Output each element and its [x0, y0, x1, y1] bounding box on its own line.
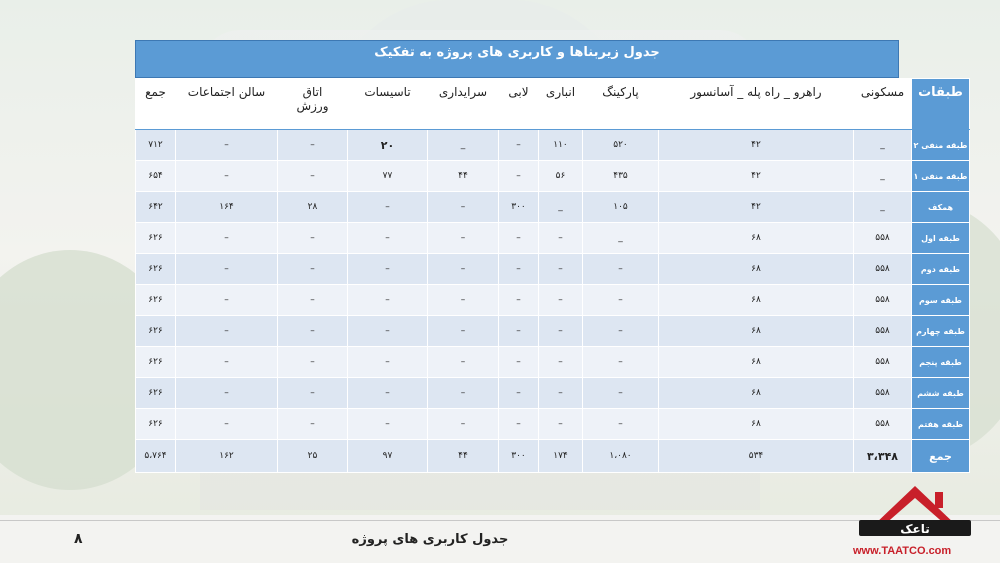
cell-sport: –	[278, 316, 348, 347]
cell-caretaker: –	[428, 316, 499, 347]
total-cell-storage: ۱۷۴	[539, 440, 583, 473]
cell-parking: –	[583, 347, 659, 378]
usage-table-container	[135, 40, 968, 473]
total-cell-total: ۵،۷۶۴	[136, 440, 176, 473]
cell-caretaker: –	[428, 347, 499, 378]
cell-stairs: ۴۲	[659, 192, 854, 223]
cell-parking: –	[583, 254, 659, 285]
logo-website: www.TAATCO.com	[853, 545, 952, 557]
cell-residential: ۵۵۸	[854, 223, 912, 254]
cell-stairs: ۴۲	[659, 161, 854, 192]
cell-installations: –	[348, 347, 428, 378]
cell-hall: ۱۶۴	[176, 192, 278, 223]
cell-storage: ۵۶	[539, 161, 583, 192]
cell-stairs: ۶۸	[659, 378, 854, 409]
cell-total: ۶۲۶	[136, 285, 176, 316]
cell-storage: –	[539, 223, 583, 254]
cell-installations: ۲۰	[348, 130, 428, 161]
cell-sport: ۲۸	[278, 192, 348, 223]
cell-parking: ۱۰۵	[583, 192, 659, 223]
cell-storage: –	[539, 409, 583, 440]
cell-lobby: –	[499, 347, 539, 378]
row-floor-label: همکف	[912, 192, 970, 223]
cell-stairs: ۶۸	[659, 223, 854, 254]
cell-stairs: ۶۸	[659, 285, 854, 316]
cell-storage: –	[539, 285, 583, 316]
cell-caretaker: ۴۴	[428, 161, 499, 192]
cell-installations: –	[348, 378, 428, 409]
header-installations: تاسیسات	[348, 79, 428, 130]
row-floor-label: طبقه هفتم	[912, 409, 970, 440]
cell-lobby: ۳۰۰	[499, 192, 539, 223]
table-row	[136, 254, 970, 285]
cell-caretaker: –	[428, 223, 499, 254]
cell-installations: –	[348, 409, 428, 440]
cell-lobby: –	[499, 285, 539, 316]
row-floor-label: طبقه سوم	[912, 285, 970, 316]
table-row	[136, 130, 970, 161]
header-parking: پارکینگ	[583, 79, 659, 130]
cell-hall: –	[176, 316, 278, 347]
cell-installations: ۷۷	[348, 161, 428, 192]
cell-stairs: ۶۸	[659, 409, 854, 440]
cell-storage: –	[539, 254, 583, 285]
cell-storage: –	[539, 378, 583, 409]
cell-lobby: –	[499, 409, 539, 440]
cell-caretaker: _	[428, 130, 499, 161]
row-floor-label: طبقه پنجم	[912, 347, 970, 378]
cell-caretaker: –	[428, 254, 499, 285]
cell-sport: –	[278, 409, 348, 440]
table-total-row	[136, 440, 970, 473]
cell-total: ۶۲۶	[136, 316, 176, 347]
cell-residential: _	[854, 130, 912, 161]
cell-installations: –	[348, 316, 428, 347]
cell-residential: _	[854, 192, 912, 223]
table-row	[136, 285, 970, 316]
cell-parking: ۵۲۰	[583, 130, 659, 161]
header-sport	[278, 79, 348, 130]
cell-hall: –	[176, 285, 278, 316]
cell-hall: –	[176, 130, 278, 161]
cell-hall: –	[176, 254, 278, 285]
usage-table	[135, 78, 970, 473]
cell-sport: –	[278, 378, 348, 409]
page-number: ۸	[74, 531, 83, 547]
logo-chimney-icon	[935, 492, 943, 508]
cell-parking: _	[583, 223, 659, 254]
cell-stairs: ۶۸	[659, 254, 854, 285]
cell-total: ۶۲۶	[136, 223, 176, 254]
cell-total: ۷۱۲	[136, 130, 176, 161]
cell-residential: ۵۵۸	[854, 409, 912, 440]
cell-total: ۶۲۶	[136, 254, 176, 285]
total-cell-caretaker: ۴۴	[428, 440, 499, 473]
cell-installations: –	[348, 223, 428, 254]
row-floor-label: طبقه منفی ۱	[912, 161, 970, 192]
cell-hall: –	[176, 223, 278, 254]
row-floor-label: طبقه منفی ۲	[912, 130, 970, 161]
cell-caretaker: –	[428, 192, 499, 223]
total-row-label: جمع	[912, 440, 970, 473]
cell-installations: –	[348, 254, 428, 285]
cell-hall: –	[176, 347, 278, 378]
cell-hall: –	[176, 161, 278, 192]
cell-residential: ۵۵۸	[854, 254, 912, 285]
cell-total: ۶۲۶	[136, 409, 176, 440]
cell-sport: –	[278, 130, 348, 161]
taatco-logo	[855, 480, 975, 540]
cell-residential: ۵۵۸	[854, 347, 912, 378]
cell-parking: –	[583, 316, 659, 347]
cell-hall: –	[176, 378, 278, 409]
cell-lobby: –	[499, 130, 539, 161]
total-cell-stairs: ۵۳۴	[659, 440, 854, 473]
header-caretaker: سرایداری	[428, 79, 499, 130]
cell-residential: _	[854, 161, 912, 192]
row-floor-label: طبقه چهارم	[912, 316, 970, 347]
cell-lobby: –	[499, 161, 539, 192]
cell-parking: –	[583, 409, 659, 440]
cell-parking: –	[583, 378, 659, 409]
table-row	[136, 378, 970, 409]
table-row	[136, 316, 970, 347]
cell-sport: –	[278, 161, 348, 192]
table-row	[136, 409, 970, 440]
total-cell-hall: ۱۶۲	[176, 440, 278, 473]
cell-residential: ۵۵۸	[854, 378, 912, 409]
table-header-row	[136, 79, 970, 130]
header-lobby: لابی	[499, 79, 539, 130]
cell-lobby: –	[499, 223, 539, 254]
header-total: جمع	[136, 79, 176, 130]
cell-caretaker: –	[428, 378, 499, 409]
cell-residential: ۵۵۸	[854, 285, 912, 316]
cell-storage: ۱۱۰	[539, 130, 583, 161]
cell-total: ۶۴۲	[136, 192, 176, 223]
row-floor-label: طبقه دوم	[912, 254, 970, 285]
cell-stairs: ۶۸	[659, 316, 854, 347]
cell-sport: –	[278, 223, 348, 254]
header-floors: طبقات	[912, 79, 970, 130]
table-row	[136, 192, 970, 223]
cell-residential: ۵۵۸	[854, 316, 912, 347]
cell-lobby: –	[499, 378, 539, 409]
cell-total: ۶۲۶	[136, 378, 176, 409]
cell-caretaker: –	[428, 285, 499, 316]
cell-total: ۶۵۴	[136, 161, 176, 192]
cell-installations: –	[348, 285, 428, 316]
cell-sport: –	[278, 347, 348, 378]
header-residential: مسکونی	[854, 79, 912, 130]
table-row	[136, 161, 970, 192]
header-stairs: راهرو _ راه پله _ آسانسور	[659, 79, 854, 130]
total-cell-sport: ۲۵	[278, 440, 348, 473]
table-row	[136, 347, 970, 378]
cell-stairs: ۴۲	[659, 130, 854, 161]
cell-total: ۶۲۶	[136, 347, 176, 378]
cell-sport: –	[278, 254, 348, 285]
cell-lobby: –	[499, 316, 539, 347]
cell-parking: ۴۳۵	[583, 161, 659, 192]
cell-sport: –	[278, 285, 348, 316]
cell-storage: –	[539, 347, 583, 378]
total-cell-installations: ۹۷	[348, 440, 428, 473]
total-cell-lobby: ۳۰۰	[499, 440, 539, 473]
cell-hall: –	[176, 409, 278, 440]
header-hall: سالن اجتماعات	[176, 79, 278, 130]
footer-divider	[0, 520, 1000, 521]
total-cell-parking: ۱،۰۸۰	[583, 440, 659, 473]
cell-lobby: –	[499, 254, 539, 285]
row-floor-label: طبقه اول	[912, 223, 970, 254]
header-sport-line1: اتاق	[302, 85, 323, 99]
total-cell-residential: ۳،۳۴۸	[854, 440, 912, 473]
table-body	[136, 130, 970, 473]
header-sport-line2: ورزش	[296, 99, 329, 113]
cell-storage: _	[539, 192, 583, 223]
table-row	[136, 223, 970, 254]
cell-storage: –	[539, 316, 583, 347]
cell-caretaker: –	[428, 409, 499, 440]
table-title: جدول زیربناها و کاربری های پروژه به تفکیک	[135, 40, 899, 78]
row-floor-label: طبقه ششم	[912, 378, 970, 409]
cell-parking: –	[583, 285, 659, 316]
footer-title: جدول کاربری های پروژه	[351, 532, 509, 547]
logo-brand-text: تاعک	[900, 522, 930, 536]
header-storage: انباری	[539, 79, 583, 130]
cell-installations: –	[348, 192, 428, 223]
cell-stairs: ۶۸	[659, 347, 854, 378]
